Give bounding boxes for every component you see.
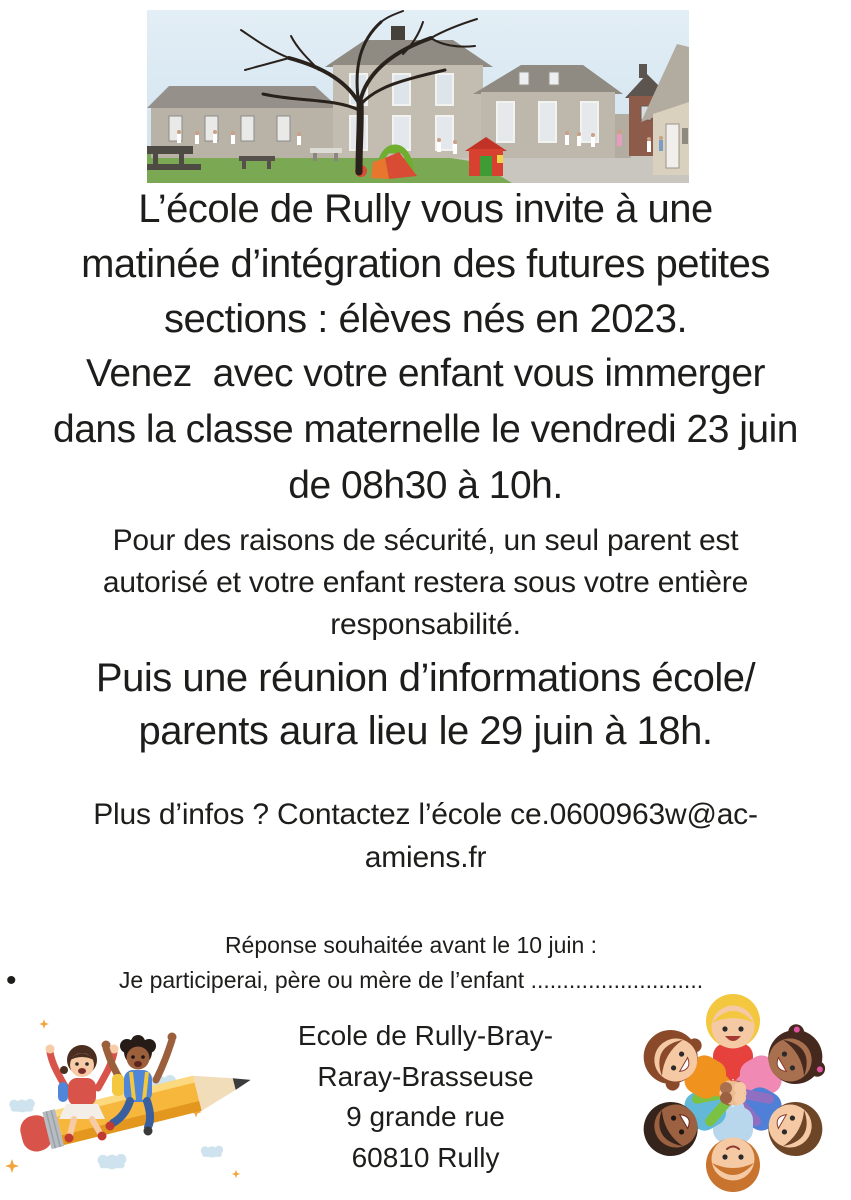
list-bullet: • (6, 964, 17, 997)
joined-hands (720, 1081, 746, 1105)
heading-line-3: sections : élèves nés en 2023. (163, 297, 688, 341)
heading-line-2: matinée d’intégration des futures petites (81, 242, 770, 286)
invitation-heading (0, 182, 851, 347)
security-line-1: Pour des raisons de sécurité, un seul parent est (112, 524, 739, 557)
cream-door (666, 124, 679, 168)
visit-details (0, 346, 851, 514)
meeting-line-2: parents aura lieu le 29 juin à 18h. (138, 709, 713, 753)
children-circle-graphic (616, 986, 851, 1200)
meeting-announcement (0, 652, 851, 758)
visit-line-3: de 08h30 à 10h. (288, 464, 563, 507)
school-photo-graphic (147, 10, 689, 183)
contact-line-2: amiens.fr (364, 841, 487, 874)
security-line-3: responsabilité. (330, 608, 521, 641)
pencil-kids-graphic (0, 1002, 252, 1200)
address-line-4: 60810 Rully (351, 1141, 500, 1173)
security-note (0, 520, 851, 646)
security-line-2: autorisé et votre enfant restera sous votre entière (102, 566, 749, 599)
contact-info (0, 793, 851, 879)
meeting-line-1: Puis une réunion d’informations école/ (95, 656, 756, 700)
visit-line-2: dans la classe maternelle le vendredi 23 juin (53, 408, 798, 451)
cream-window (682, 128, 688, 144)
address-line-3: 9 grande rue (346, 1101, 505, 1132)
kids-riding-pencil-illustration (0, 1002, 252, 1200)
pencil-graphite (233, 1074, 252, 1090)
school-yard-photo (147, 10, 689, 183)
children-circle-illustration (616, 986, 851, 1200)
heading-line-1: L’école de Rully vous invite à une (138, 187, 713, 231)
address-line-2: Raray-Brasseuse (317, 1060, 534, 1092)
left-wing-roof (147, 86, 339, 108)
address-line-1: Ecole de Rully-Bray- (297, 1020, 554, 1051)
visit-line-1: Venez avec votre enfant vous immerger (85, 352, 766, 395)
response-deadline: Réponse souhaitée avant le 10 juin : (224, 932, 598, 958)
response-participation: Je participerai, père ou mère de l’enfant ........................... (118, 967, 704, 993)
contact-line-1: Plus d’infos ? Contactez l’école ce.0600963w@ac- (93, 798, 758, 831)
